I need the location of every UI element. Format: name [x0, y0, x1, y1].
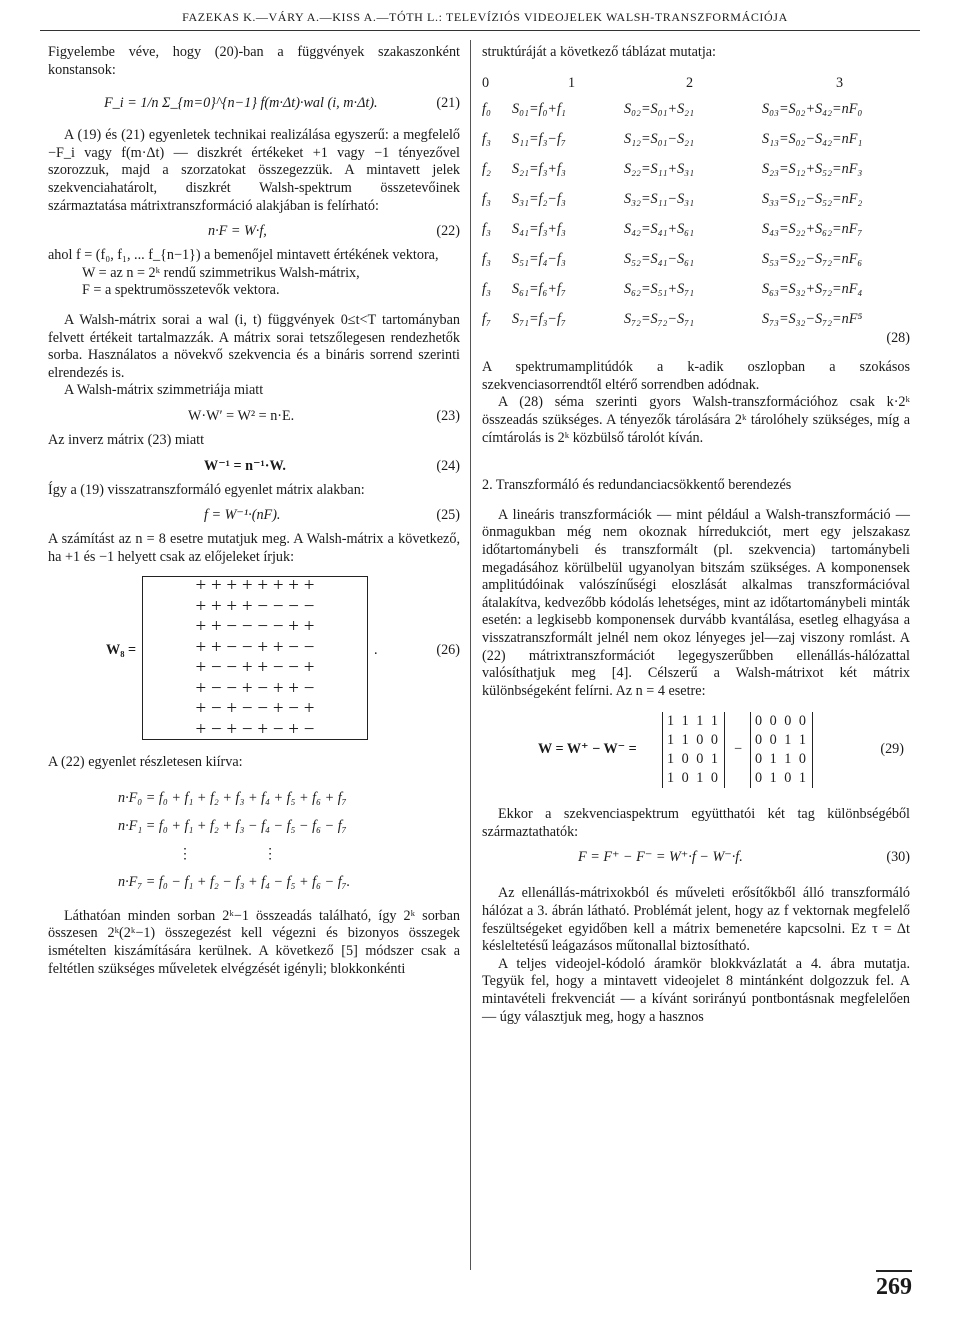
table-cell: f₃: [482, 190, 491, 207]
butterfly-table: [482, 72, 910, 348]
sum-line: n·F₀ = f₀ + f₁ + f₂ + f₃ + f₄ + f₅ + f₆ + f₇: [118, 789, 347, 806]
table-cell: S₆₁=f₆+f₇: [512, 280, 566, 297]
equation-25: f = W⁻¹·(nF). (25): [204, 507, 460, 524]
paragraph: A (19) és (21) egyenletek technikai realizálása egyszerű: a megfelelő −F_i vagy f(m·Δt) — diszkrét értékeket +1 vagy −1 tényezővel szorozzuk, majd a szorzatokat összegezzük. A mintavett jelek szekvenciahatárolt, diszkrét Walsh-spektrum összetevőinek származtatása mátrixtranszformáció alakjában is felírható:: [48, 127, 460, 214]
matrix-row: + − − + − + + −: [195, 677, 315, 699]
table-cell: f₃: [482, 130, 491, 147]
table-cell: f₂: [482, 160, 491, 177]
equation-23: W·W′ = W² = n·E. (23): [188, 407, 460, 424]
equation-number: (26): [436, 642, 460, 659]
table-row: [482, 274, 910, 304]
paragraph: Láthatóan minden sorban 2ᵏ−1 összeadás található, így 2ᵏ sorban összesen 2ᵏ(2ᵏ−1) összegezést kell végezni és bizonyos összegek ismételten kiszámítására kerülnek. A következő [5] módszer csak a feltétlen szükséges műveletek elvégzését igényli; blokkonkénti: [48, 907, 460, 977]
table-cell: S₁₃=S₀₂−S₄₂=nF₁: [762, 130, 863, 147]
table-row: [482, 154, 910, 184]
table-cell: S₄₃=S₂₂+S₆₂=nF₇: [762, 220, 863, 237]
matrix-label: W₈ =: [106, 642, 137, 659]
matrix-row: + + − − − − + +: [195, 616, 315, 638]
table-cell: S₂₂=S₁₁+S₃₁: [624, 160, 695, 177]
paragraph: A (22) egyenlet részletesen kiírva:: [48, 754, 243, 771]
table-cell: S₁₁=f₃−f₇: [512, 130, 566, 147]
section-heading: 2. Transzformáló és redundanciacsökkentő berendezés: [482, 477, 792, 494]
table-cell: f₃: [482, 280, 491, 297]
table-cell: S₀₁=f₀+f₁: [512, 100, 566, 117]
paragraph: A lineáris transzformációk — mint például a Walsh-transzformáció — önmagukban még nem okoznak hírredukciót, mert egy jelszakasz időtartománybeli és transzformált (pl. szekvencia) tartománybeli megadásához körülbelül ugyanolyan bitszám szükséges. A komponensek amplitúdóinak valószínűségi eloszlását alkalmas transzformációval átalakítva, kedvezőbb kódolás lehetséges, mint az időtartománybeli minták esetén: a legkisebb komponensek durvább kvantálása, esetleg elhagyása a visszatranszformált jelnél nem okoz lényeges jel—zaj viszony romlást. A (22) mátrixtranszformációt legegyszerűbben ellenállás-hálózattal valósíthatjuk meg [4]. Célszerű a Walsh-mátrixot két mátrix különbségeként felírni. Az n = 4 esetre:: [482, 506, 910, 699]
equation-29: W = W⁺ − W⁻ = 1 1 1 1 1 1 0 0 1 0 0 1 1 0 1 0 − 0 0 0 0 0 0 1 1 0 1 1 0 0 1 0 1 (29): [538, 713, 904, 787]
table-cell: S₄₂=S₄₁+S₆₁: [624, 220, 695, 237]
paragraph: Az ellenállás-mátrixokból és műveleti erősítőkből álló transzformáló hálózat a 3. ábrán látható. Problémát jelent, hogy az f vektornak megfelelő feszültségeket egyidőben kell a mátrix bemenetére kapcsolni. Ez τ = Δt késleltetésű leágazásos műtonallal biztosítható.: [482, 885, 910, 955]
matrix-row: + − + − − + − +: [195, 698, 315, 720]
sum-line: n·F₇ = f₀ − f₁ + f₂ − f₃ + f₄ − f₅ + f₆ − f₇.: [118, 873, 351, 890]
matrix-w-plus: 1 1 1 1 1 1 0 0 1 0 0 1 1 0 1 0: [662, 712, 725, 788]
definition: W = az n = 2ᵏ rendű szimmetrikus Walsh-mátrix,: [82, 264, 360, 281]
table-cell: f₇: [482, 310, 491, 327]
table-cell: S₅₃=S₂₂−S₇₂=nF₆: [762, 250, 863, 267]
matrix-row: + + + + − − − −: [195, 595, 315, 617]
paragraph: Az inverz mátrix (23) miatt: [48, 431, 205, 448]
table-row: [482, 94, 910, 124]
table-cell: S₅₁=f₄−f₃: [512, 250, 566, 267]
table-row: [482, 214, 910, 244]
definition: F = a spektrumösszetevők vektora.: [82, 282, 280, 299]
left-column: [48, 44, 460, 978]
column-divider: [470, 40, 471, 1270]
definition: ahol f = (f₀, f₁, ... f_{n−1}) a bemenőjel mintavett értékének vektora,: [48, 247, 439, 264]
equation-22: n·F = W·f, (22): [208, 223, 460, 240]
matrix-row: + + + + + + + +: [195, 575, 315, 597]
walsh-matrix-w8: W₈ = + + + + + + + + + + + + − − − − + + − − − − + + + + − − + + − − + − − + + − − + + − − + − + + − + − + − − + − + + − + − + − + − . (26): [106, 575, 460, 740]
table-header: 0 1 2 3: [482, 74, 844, 91]
table-cell: S₂₃=S₁₂+S₅₂=nF₃: [762, 160, 863, 177]
equation-number: (28): [886, 329, 910, 346]
table-cell: f₀: [482, 100, 491, 117]
sum-line: n·F₁ = f₀ + f₁ + f₂ + f₃ − f₄ − f₅ − f₆ − f₇: [118, 817, 347, 834]
table-cell: S₅₂=S₄₁−S₆₁: [624, 250, 695, 267]
table-cell: S₇₁=f₃−f₇: [512, 310, 566, 327]
matrix-brackets: [142, 576, 368, 740]
table-cell: S₆₂=S₅₁+S₇₁: [624, 280, 695, 297]
table-cell: S₁₂=S₀₁−S₂₁: [624, 130, 695, 147]
table-row: [482, 184, 910, 214]
table-cell: f₃: [482, 250, 491, 267]
header-rule: [40, 30, 920, 31]
equation-21: F_i = 1/n Σ_{m=0}^{n−1} f(m·Δt)·wal (i, m·Δt). (21): [104, 95, 460, 112]
table-cell: S₄₁=f₃+f₃: [512, 220, 566, 237]
paragraph: A teljes videojel-kódoló áramkör blokkvázlatát a 4. ábra mutatja. Tegyük fel, hogy a mintavett videojelet 8 mintánként dolgozzuk fel. A mintavételi frekvenciát — a kívánt sorirányú pontbontásnak megfelelően — úgy választjuk meg, hogy a hasznos: [482, 955, 910, 1025]
paragraph: A Walsh-mátrix szimmetriája miatt: [64, 382, 264, 399]
equation-24: W⁻¹ = n⁻¹·W. (24): [204, 457, 460, 474]
table-cell: S₃₃=S₁₂−S₅₂=nF₂: [762, 190, 863, 207]
matrix-row: + − − + + − − +: [195, 657, 315, 679]
paragraph: struktúráját a következő táblázat mutatja:: [482, 44, 716, 60]
table-row: [482, 304, 910, 334]
page-number: 269: [876, 1270, 912, 1301]
table-cell: S₀₂=S₀₁+S₂₁: [624, 100, 695, 117]
table-cell: S₂₁=f₃+f₃: [512, 160, 566, 177]
table-row: [482, 244, 910, 274]
table-cell: f₃: [482, 220, 491, 237]
paragraph: Ekkor a szekvenciaspektrum együtthatói két tag különbségéből származtathatók:: [482, 806, 910, 840]
matrix-row: + + − − + + − −: [195, 636, 315, 658]
equation-30: F = F⁺ − F⁻ = W⁺·f − W⁻·f. (30): [578, 849, 910, 866]
paragraph: Figyelembe véve, hogy (20)-ban a függvények szakaszonként konstansok:: [48, 44, 460, 78]
right-column: [482, 44, 910, 1026]
paragraph: A (28) séma szerinti gyors Walsh-transzformációhoz csak k·2ᵏ összeadás szükséges. A tényezők tárolására 2ᵏ tárolóhely szükséges, míg a címtárolás is 2ᵏ közbülső tárolót kíván.: [482, 394, 910, 446]
table-row: [482, 124, 910, 154]
table-cell: S₇₂=S₇₂−S₇₁: [624, 310, 695, 327]
table-cell: S₃₁=f₂−f₃: [512, 190, 566, 207]
matrix-w-minus: 0 0 0 0 0 0 1 1 0 1 1 0 0 1 0 1: [750, 712, 813, 788]
sum-dots: ⋮ ⋮: [178, 845, 278, 862]
paragraph: A Walsh-mátrix sorai a wal (i, t) függvények 0≤t<T tartományban felvett értékeit tartalmazzák. A mátrix sorai tetszőlegesen rendezhetők sorba. Használatos a növekvő szekvencia és a bináris sorrend szerinti elrendezés is.: [48, 311, 460, 381]
table-cell: S₆₃=S₃₂+S₇₂=nF₄: [762, 280, 863, 297]
table-cell: S₇₃=S₃₂−S₇₂=nF⁵: [762, 310, 863, 327]
paragraph: A spektrumamplitúdók a k-adik oszlopban a szokásos szekvenciasorrendtől eltérő sorrendben adódnak.: [482, 359, 910, 393]
paragraph: A számítást az n = 8 esetre mutatjuk meg. A Walsh-mátrix a következő, ha +1 és −1 helyett csak az előjeleket írjuk:: [48, 531, 460, 565]
table-cell: S₃₂=S₁₁−S₃₁: [624, 190, 695, 207]
table-cell: S₀₃=S₀₂+S₄₂=nF₀: [762, 100, 863, 117]
equation-number: (29): [880, 741, 904, 758]
running-header: FAZEKAS K.—VÁRY A.—KISS A.—TÓTH L.: TELEVÍZIÓS VIDEOJELEK WALSH-TRANSZFORMÁCIÓJA: [182, 10, 788, 24]
matrix-row: + − + − + − + −: [195, 718, 315, 740]
paragraph: Így a (19) visszatranszformáló egyenlet mátrix alakban:: [48, 481, 365, 498]
